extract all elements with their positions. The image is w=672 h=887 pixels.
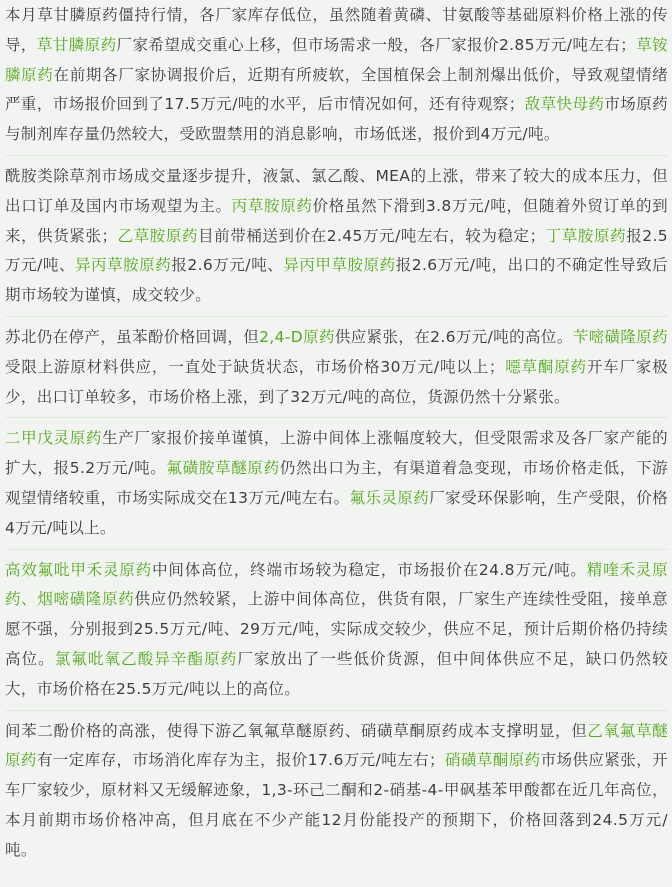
paragraph-text: 间苯二酚价格的高涨，使得下游乙氧氟草醚原药、硝磺草酮原药成本支撑明显，但 [5, 721, 588, 740]
paragraph [5, 323, 668, 418]
highlighted-product-name: 乙草胺原药 [117, 226, 199, 245]
paragraph-text: 价格虽然下滑到3.8万元/吨，但随着外贸订单的到来，供货紧张； [5, 196, 668, 245]
paragraph [5, 1, 668, 156]
highlighted-product-name: 丁草胺原药 [545, 226, 627, 245]
highlighted-product-name: 敌草快母药 [524, 95, 605, 114]
paragraph-text: 厂家希望成交重心上移，但市场需求一般，各厂家报价2.85万元/吨左右； [116, 35, 637, 54]
highlighted-product-name: 硝磺草酮原药 [444, 751, 541, 770]
highlighted-product-name: 丙草胺原药 [231, 196, 313, 215]
paragraph-text: 酰胺类除草剂市场成交量逐步提升，液氯、氯乙酸、MEA的上涨，带来了较大的成本压力，但出口订单及国内市场观望为主。 [5, 166, 668, 215]
paragraph [5, 556, 668, 711]
paragraph-text: 市场供应紧张，开车厂家较少，原材料又无缓解迹象，1,3-环己二酮和2-硝基-4-甲砜基苯甲酸都在近几年高位，本月前期市场价格冲高，但月底在不少产能12月份能投产的预期下，价格回落到24.5万元/吨。 [5, 751, 668, 859]
paragraph-text: 受限上游原材料供应，一直处于缺货状态，市场价格30万元/吨以上； [5, 357, 505, 376]
paragraph-text: 目前带桶送到价在2.45万元/吨左右，较为稳定； [198, 226, 546, 245]
paragraph-text: 报2.6万元/吨、 [171, 256, 284, 275]
paragraph-text: 供应仍然较紧，上游中间体高位，供货有限，厂家生产连续性受阻，接单意愿不强，分别报到25.5万元/吨、29万元/吨，实际成交较少，供应不足，预计后期价格仍持续高位。 [5, 590, 668, 668]
paragraph [5, 717, 668, 871]
highlighted-product-name: 氟乐灵原药 [349, 488, 430, 507]
highlighted-product-name: 氟磺胺草醚原药 [166, 459, 280, 478]
paragraph [5, 424, 668, 549]
paragraph-text: 苏北仍在停产，虽苯酚价格回调，但 [5, 327, 260, 346]
paragraph-text: 开车厂家极少，出口订单较多，市场价格上涨，到了32万元/吨的高位，货源仍然十分紧张。 [5, 357, 668, 406]
paragraph-text: 厂家受环保影响，生产受限，价格4万元/吨以上。 [5, 488, 668, 537]
highlighted-product-name: 异丙甲草胺原药 [283, 256, 396, 275]
paragraph-text: 供应紧张，在2.6万元/吨的高位。 [334, 327, 573, 346]
paragraph-text: 报2.6万元/吨，出口的不确定性导致后期市场较为谨慎，成交较少。 [5, 256, 669, 305]
paragraph-text: 市场原药与制剂库存量仍然较大，受欧盟禁用的消息影响，市场低迷，报价到4万元/吨。 [5, 95, 668, 144]
highlighted-product-name: 苄嘧磺隆原药 [572, 327, 668, 346]
paragraph-text: 生产厂家报价接单谨慎，上游中间体上涨幅度较大，但受限需求及各厂家产能的扩大，报5.2万元/吨。 [5, 429, 668, 478]
highlighted-product-name: 草铵膦原药 [5, 35, 668, 84]
highlighted-product-name: 高效氟吡甲禾灵原药 [5, 560, 153, 579]
highlighted-product-name: 乙氧氟草醚原药 [5, 721, 668, 770]
highlighted-product-name: 二甲戊灵原药 [5, 429, 103, 448]
paragraph-text: 本月草甘膦原药僵持行情，各厂家库存低位，虽然随着黄磷、甘氨酸等基础原料价格上涨的传导， [5, 6, 668, 54]
paragraph-text: 有一定库存，市场消化库存为主，报价17.6万元/吨左右； [36, 751, 445, 770]
paragraph-text: 仍然出口为主，有渠道着急变现，市场价格走低，下游观望情绪较重，市场实际成交在13万元/吨左右。 [5, 459, 668, 507]
highlighted-product-name: 2,4-D原药 [259, 327, 335, 346]
paragraph-text: 在前期各厂家协调报价后，近期有所疲软，全国植保会上制剂爆出低价，导致观望情绪严重，市场报价回到了17.5万元/吨的水平，后市情况如何，还有待观察； [5, 65, 668, 114]
highlighted-product-name: 氯氟吡氧乙酸异辛酯原药 [54, 649, 238, 668]
highlighted-product-name: 异丙草胺原药 [75, 256, 172, 275]
paragraph-text: 厂家放出了一些低价货源，但中间体供应不足，缺口仍然较大，市场价格在25.5万元/吨以上的高位。 [5, 649, 668, 698]
paragraph-text: 报2.5万元/吨、 [5, 226, 668, 275]
paragraph-text: 中间体高位，终端市场较为稳定，市场报价在24.8万元/吨。 [152, 560, 587, 579]
highlighted-product-name: 噁草酮原药 [504, 357, 587, 376]
paragraph [5, 162, 668, 317]
highlighted-product-name: 精喹禾灵原药、烟嘧磺隆原药 [5, 560, 668, 609]
highlighted-product-name: 草甘膦原药 [36, 35, 117, 54]
